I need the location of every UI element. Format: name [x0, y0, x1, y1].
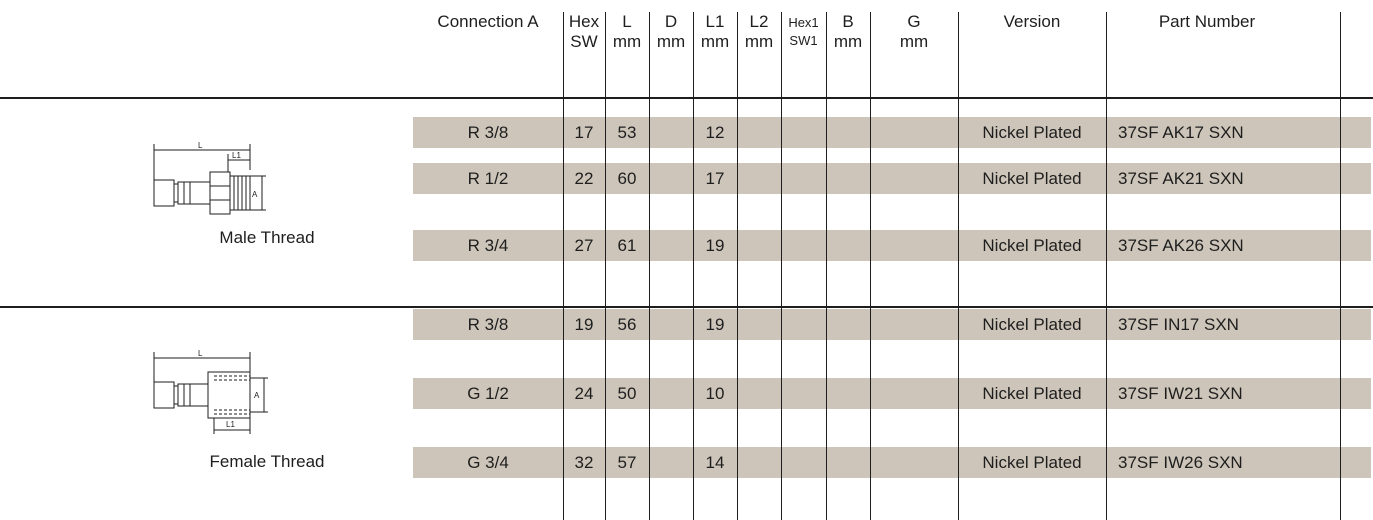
cell-connection: R 3/8 [467, 123, 509, 142]
column-divider [781, 12, 782, 520]
drawing-label-l1: L1 [226, 420, 235, 429]
column-divider [737, 12, 738, 520]
header-l2-line2: mm [744, 32, 774, 51]
cell-connection: R 3/4 [467, 236, 509, 255]
cell-part-number: 37SF IN17 SXN [1118, 315, 1239, 334]
cell-hex: 19 [574, 315, 594, 334]
column-divider [649, 12, 650, 520]
cell-l1: 14 [705, 453, 725, 472]
cell-l: 61 [617, 236, 637, 255]
cell-part-number: 37SF AK21 SXN [1118, 169, 1244, 188]
column-divider [693, 12, 694, 520]
cell-connection: R 3/8 [467, 315, 509, 334]
cell-version: Nickel Plated [982, 169, 1082, 188]
cell-version: Nickel Plated [982, 384, 1082, 403]
header-l2 [737, 12, 781, 52]
cell-hex: 22 [574, 169, 594, 188]
cell-connection: R 1/2 [467, 169, 509, 188]
header-g-line2: mm [899, 32, 929, 51]
cell-l1: 10 [705, 384, 725, 403]
cell-l: 56 [617, 315, 637, 334]
header-g-line1: G [907, 12, 921, 31]
cell-version: Nickel Plated [982, 123, 1082, 142]
header-d [649, 12, 693, 52]
cell-l1: 17 [705, 169, 725, 188]
header-l-line2: mm [612, 32, 642, 51]
column-divider [605, 12, 606, 520]
header-l1-line1: L1 [705, 12, 725, 31]
header-version: Version [1003, 12, 1061, 31]
header-connection-a: Connection A [437, 12, 539, 31]
cell-l: 53 [617, 123, 637, 142]
cell-version: Nickel Plated [982, 453, 1082, 472]
cell-l: 57 [617, 453, 637, 472]
header-l [605, 12, 649, 52]
column-divider [1340, 12, 1341, 520]
cell-hex: 24 [574, 384, 594, 403]
male-thread-drawing-icon [148, 140, 278, 216]
cell-l1: 19 [705, 315, 725, 334]
header-hex [563, 12, 605, 52]
column-divider [563, 12, 564, 520]
cell-part-number: 37SF IW26 SXN [1118, 453, 1243, 472]
section-divider [0, 306, 1373, 308]
header-b-line2: mm [833, 32, 863, 51]
cell-part-number: 37SF IW21 SXN [1118, 384, 1243, 403]
column-divider [870, 12, 871, 520]
header-l2-line1: L2 [749, 12, 769, 31]
drawing-label-a: A [254, 391, 260, 400]
header-hex1-line2: SW1 [789, 33, 818, 48]
cell-version: Nickel Plated [982, 315, 1082, 334]
cell-l1: 12 [705, 123, 725, 142]
drawing-label-l: L [198, 350, 203, 358]
header-hex1 [781, 14, 826, 50]
header-g [870, 12, 958, 52]
header-l-line1: L [622, 12, 632, 31]
cell-hex: 27 [574, 236, 594, 255]
cell-version: Nickel Plated [982, 236, 1082, 255]
header-b [826, 12, 870, 52]
header-hex-line1: Hex [568, 12, 600, 31]
cell-hex: 17 [574, 123, 594, 142]
cell-connection: G 3/4 [467, 453, 509, 472]
header-b-line1: B [842, 12, 854, 31]
drawing-label-l: L [198, 141, 203, 150]
cell-l1: 19 [705, 236, 725, 255]
cell-l: 50 [617, 384, 637, 403]
column-divider [958, 12, 959, 520]
header-l1 [693, 12, 737, 52]
cell-part-number: 37SF AK26 SXN [1118, 236, 1244, 255]
female-thread-drawing-icon [148, 350, 278, 438]
cell-part-number: 37SF AK17 SXN [1118, 123, 1244, 142]
cell-hex: 32 [574, 453, 594, 472]
header-l1-line2: mm [700, 32, 730, 51]
column-divider [826, 12, 827, 520]
header-d-line2: mm [656, 32, 686, 51]
group-label-male-thread: Male Thread [219, 228, 315, 247]
drawing-label-l1: L1 [232, 151, 241, 160]
group-label-female-thread: Female Thread [209, 452, 325, 471]
cell-connection: G 1/2 [467, 384, 509, 403]
column-divider [1106, 12, 1107, 520]
header-d-line1: D [664, 12, 678, 31]
cell-l: 60 [617, 169, 637, 188]
header-hex-line2: SW [570, 32, 598, 51]
drawing-label-a: A [252, 190, 258, 199]
section-divider [0, 97, 1373, 99]
header-hex1-line1: Hex1 [788, 15, 819, 30]
header-part-number: Part Number [1158, 12, 1256, 31]
